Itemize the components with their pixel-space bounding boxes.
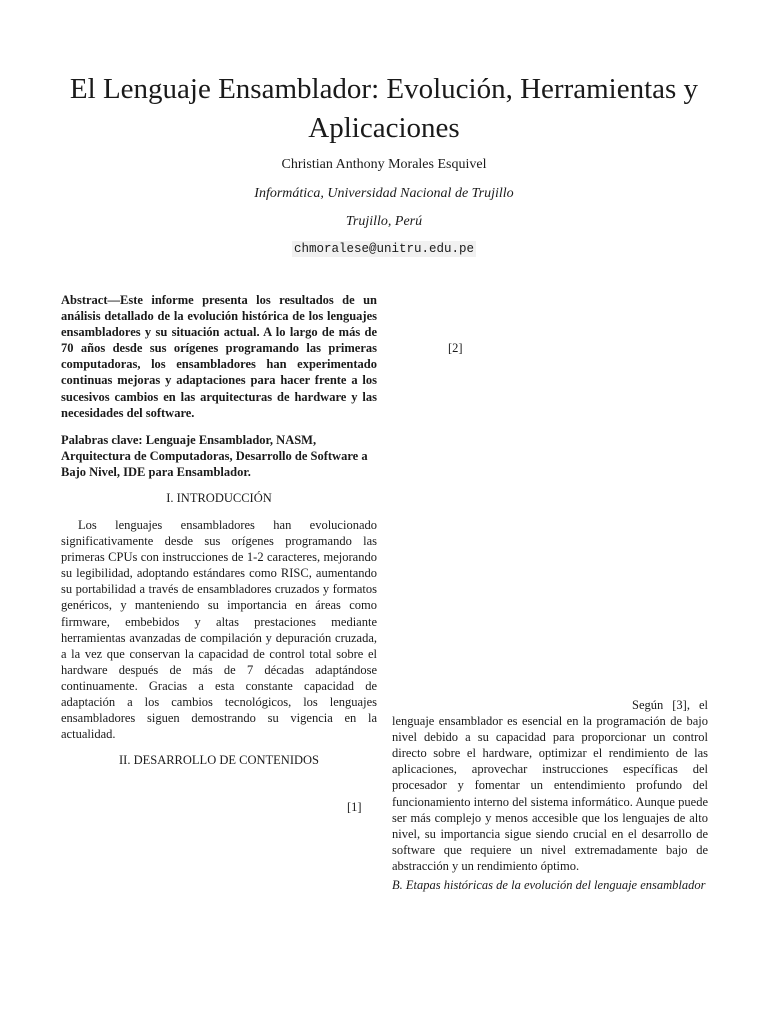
author-email xyxy=(0,239,768,257)
author-affiliation: Informática, Universidad Nacional de Trujillo xyxy=(254,186,514,201)
author-location: Trujillo, Perú xyxy=(345,214,423,229)
author-name: Christian Anthony Morales Esquivel xyxy=(281,157,487,172)
paper-title: El Lenguaje Ensamblador: Evolución, Herramientas y Aplicaciones xyxy=(69,73,699,144)
section-heading-development: II. DESARROLLO DE CONTENIDOS xyxy=(119,753,319,767)
reference-marker-2: [2] xyxy=(448,341,463,355)
section-heading-introduction: I. INTRODUCCIÓN xyxy=(166,491,272,505)
segun-paragraph: Según [3], el lenguaje ensamblador es esencial en la programación de bajo nivel debido a su capacidad para proporcionar un control directo sobre el hardware, optimizar el rendimiento de las aplicaciones, aprovechar instrucciones específicas del procesador y fomentar un entendimiento profundo del funcionamiento interno del sistema informático. Aunque puede ser más complejo y menos accesible que los lenguajes de alto nivel, su importancia sigue siendo crucial en el desarrollo de software que requiere un nivel extremadamente bajo de abstracción y un rendimiento óptimo. xyxy=(392,698,708,873)
introduction-paragraph: Los lenguajes ensambladores han evolucionado significativamente desde sus orígenes programando las primeras CPUs con instrucciones de 1-2 caracteres, mejorando su legibilidad, adoptando estándares como RISC, aumentando su portabilidad a través de ensambladores cruzados y formatos genéricos, y manteniendo su importancia en áreas como firmware, embebidos y altas prestaciones mediante herramientas avanzadas de compilación y depuración cruzada, a la vez que conservan la capacidad de control total sobre el hardware después de más de 7 décadas adaptándose continuamente. Gracias a esta constante capacidad de adaptación a los cambios tecnológicos, los lenguajes ensambladores siguen demostrando su vigencia en la actualidad. xyxy=(61,518,377,742)
subsection-heading-b: B. Etapas históricas de la evolución del lenguaje ensamblador xyxy=(392,878,706,892)
email-text: chmoralese@unitru.edu.pe xyxy=(293,242,475,256)
keywords-paragraph: Palabras clave: Lenguaje Ensamblador, NASM, Arquitectura de Computadoras, Desarrollo de Software a Bajo Nivel, IDE para Ensamblador. xyxy=(61,433,368,480)
abstract-paragraph: Abstract—Este informe presenta los resultados de un análisis detallado de la evolución histórica de los lenguajes ensambladores y su situación actual. A lo largo de más de 70 años desde sus orígenes programando las primeras computadoras, los ensambladores han experimentado continuas mejoras y adaptaciones para hacer frente a los sucesivos cambios en las arquitecturas de hardware y las necesidades del software. xyxy=(61,293,377,420)
reference-marker-1: [1] xyxy=(347,800,362,814)
